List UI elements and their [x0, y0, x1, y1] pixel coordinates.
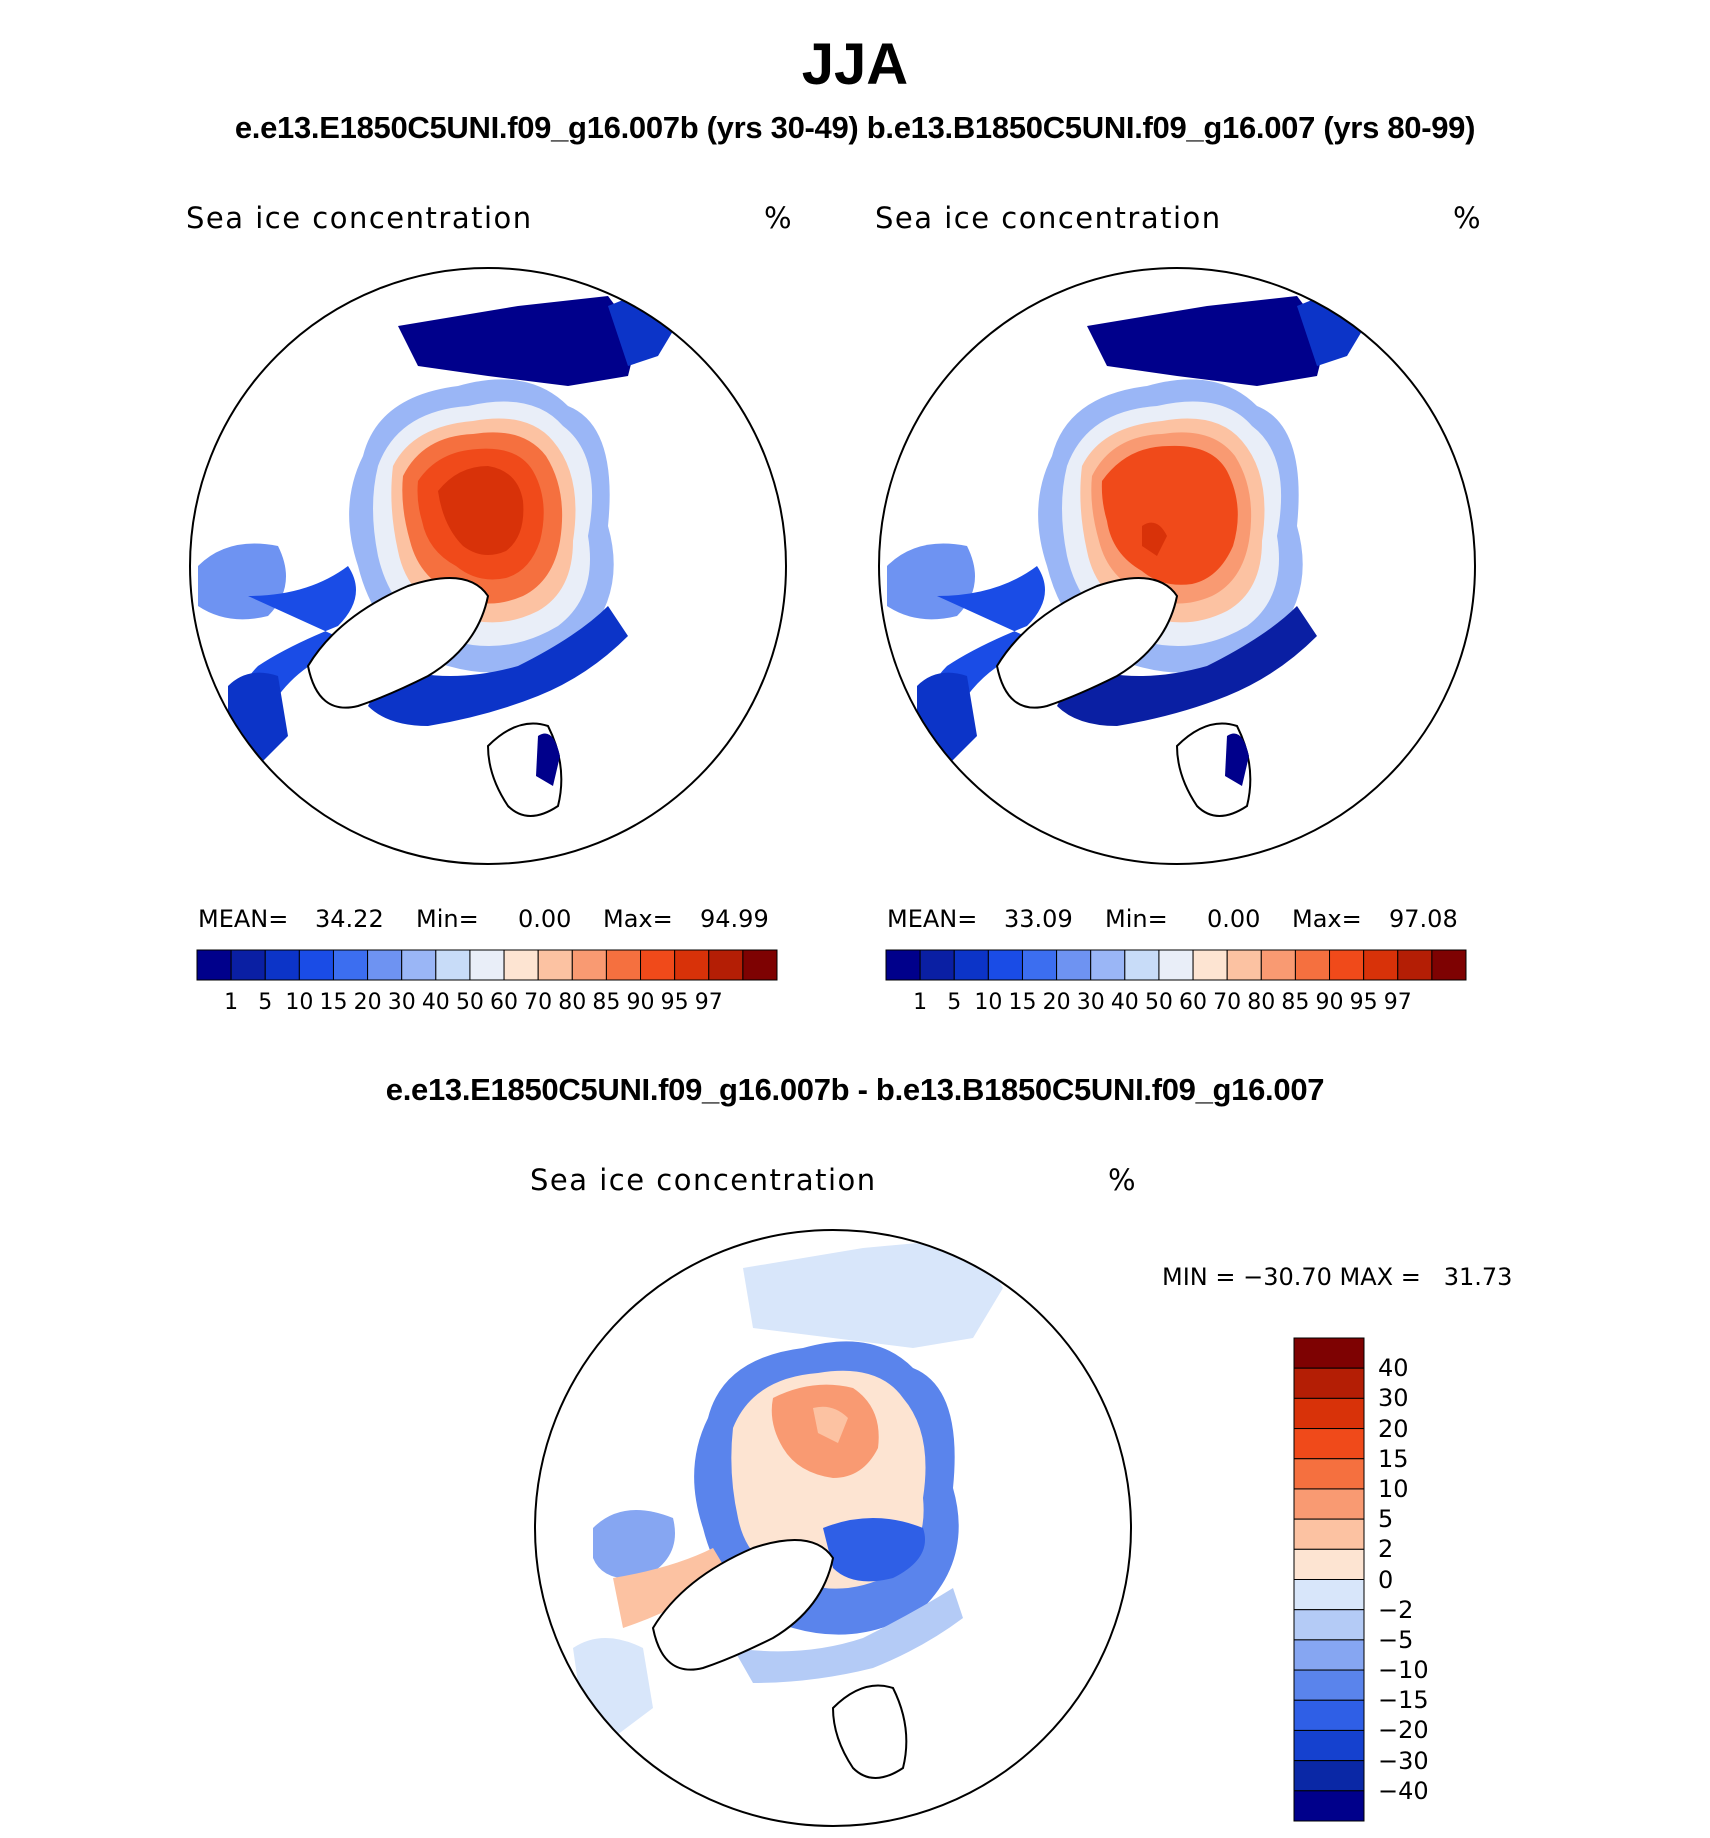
panel2-mean-label: MEAN= — [887, 905, 978, 933]
panel3-variable-label: Sea ice concentration — [530, 1163, 877, 1197]
panel3-colorbar-swatch — [1294, 1398, 1364, 1428]
panel1-colorbar-tick-label: 70 — [524, 990, 553, 1015]
panel1-colorbar-swatch — [641, 950, 675, 980]
panel1-colorbar-swatch — [675, 950, 709, 980]
panel1-max-value: 94.99 — [700, 905, 769, 933]
panel2-colorbar-tick-label: 90 — [1315, 990, 1344, 1015]
panel2-units-label: % — [1453, 201, 1483, 235]
panel2-colorbar-swatch — [1091, 950, 1125, 980]
panel1-colorbar-swatch — [504, 950, 538, 980]
panel2-colorbar-tick-label: 40 — [1110, 990, 1139, 1015]
panel2-colorbar-swatch — [954, 950, 988, 980]
panel2-polar-map — [877, 266, 1477, 866]
panel1-colorbar-swatch — [197, 950, 231, 980]
panel3-colorbar-tick-label: −5 — [1378, 1625, 1414, 1654]
panel1-colorbar-swatch — [333, 950, 367, 980]
panel3-colorbar-tick-label: −30 — [1378, 1746, 1429, 1775]
panel2-colorbar-tick-label: 70 — [1213, 990, 1242, 1015]
panel1-mean-label: MEAN= — [198, 905, 289, 933]
panel2-colorbar-tick-label: 80 — [1247, 990, 1276, 1015]
panel3-colorbar-swatch — [1294, 1580, 1364, 1610]
panel3-colorbar-swatch — [1294, 1429, 1364, 1459]
panel2-max-label: Max= — [1292, 905, 1362, 933]
panel3-units-label: % — [1108, 1163, 1138, 1197]
panel1-colorbar-tick-label: 80 — [558, 990, 587, 1015]
panel2-colorbar-swatch — [1261, 950, 1295, 980]
panel3-colorbar-swatch — [1294, 1700, 1364, 1730]
panel3-colorbar-tick-label: 2 — [1378, 1535, 1394, 1564]
panel2-colorbar-tick-label: 50 — [1144, 990, 1173, 1015]
panel2-colorbar-tick-label: 30 — [1076, 990, 1105, 1015]
panel3-colorbar-tick-label: 15 — [1378, 1444, 1409, 1473]
panel2-colorbar — [886, 950, 1466, 980]
panel3-colorbar-swatch — [1294, 1459, 1364, 1489]
panel1-colorbar-tick-label: 1 — [224, 990, 239, 1015]
panel3-colorbar-tick-label: −2 — [1378, 1595, 1414, 1624]
panel1-colorbar-tick-label: 20 — [353, 990, 382, 1015]
panel1-colorbar-swatch — [299, 950, 333, 980]
panel2-colorbar-tick-label: 1 — [913, 990, 928, 1015]
panel3-colorbar-swatch — [1294, 1670, 1364, 1700]
panel1-min-value: 0.00 — [518, 905, 572, 933]
panel2-colorbar-tick-label: 10 — [974, 990, 1003, 1015]
panel3-minmax: MIN = −30.70 MAX = 31.73 — [1162, 1263, 1513, 1291]
panel1-colorbar-swatch — [265, 950, 299, 980]
panel2-colorbar-swatch — [1227, 950, 1261, 980]
panel2-colorbar-swatch — [988, 950, 1022, 980]
panel3-colorbar-swatch — [1294, 1368, 1364, 1398]
panel1-colorbar-tick-label: 50 — [455, 990, 484, 1015]
panel2-min-label: Min= — [1105, 905, 1168, 933]
panel1-colorbar-tick-label: 85 — [592, 990, 621, 1015]
panel3-colorbar-tick-label: 10 — [1378, 1474, 1409, 1503]
panel1-colorbar — [197, 950, 777, 980]
panel2-colorbar-tick-label: 97 — [1383, 990, 1412, 1015]
panel1-colorbar-tick-label: 5 — [258, 990, 273, 1015]
panel1-colorbar-ticks — [197, 990, 777, 1020]
season-title: JJA — [801, 32, 909, 97]
panel3-colorbar-swatch — [1294, 1610, 1364, 1640]
panel3-colorbar-swatch — [1294, 1519, 1364, 1549]
panel1-min-label: Min= — [416, 905, 479, 933]
panel2-colorbar-tick-label: 20 — [1042, 990, 1071, 1015]
panel2-min-value: 0.00 — [1207, 905, 1261, 933]
panel3-colorbar-tick-label: 20 — [1378, 1414, 1409, 1443]
panel2-colorbar-swatch — [1364, 950, 1398, 980]
panel1-colorbar-tick-label: 10 — [285, 990, 314, 1015]
panel1-colorbar-swatch — [709, 950, 743, 980]
panel3-colorbar-tick-label: 5 — [1378, 1505, 1394, 1534]
panel3-colorbar-swatch — [1294, 1489, 1364, 1519]
panel1-colorbar-tick-label: 15 — [319, 990, 348, 1015]
panel1-colorbar-swatch — [470, 950, 504, 980]
panel2-colorbar-swatch — [1022, 950, 1056, 980]
panel2-colorbar-tick-label: 5 — [947, 990, 962, 1015]
panel1-colorbar-swatch — [606, 950, 640, 980]
panel1-colorbar-tick-label: 97 — [694, 990, 723, 1015]
panel3-polar-map — [533, 1228, 1133, 1828]
panel2-mean-value: 33.09 — [1004, 905, 1073, 933]
panel2-colorbar-swatch — [1295, 950, 1329, 980]
panel2-max-value: 97.08 — [1389, 905, 1458, 933]
panel3-colorbar-swatch — [1294, 1730, 1364, 1760]
panel1-mean-value: 34.22 — [315, 905, 384, 933]
panel1-colorbar-tick-label: 40 — [421, 990, 450, 1015]
panel2-colorbar-ticks — [886, 990, 1466, 1020]
panel2-colorbar-tick-label: 85 — [1281, 990, 1310, 1015]
panel2-colorbar-swatch — [1432, 950, 1466, 980]
panel3-colorbar-tick-label: 0 — [1378, 1565, 1394, 1594]
panel3-colorbar-tick-label: −15 — [1378, 1686, 1429, 1715]
panel2-colorbar-swatch — [1193, 950, 1227, 980]
panel1-colorbar-swatch — [436, 950, 470, 980]
panel1-colorbar-tick-label: 90 — [626, 990, 655, 1015]
panel3-colorbar-tick-label: −40 — [1378, 1776, 1429, 1805]
panel2-colorbar-swatch — [1125, 950, 1159, 980]
panel1-colorbar-swatch — [572, 950, 606, 980]
panel2-colorbar-tick-label: 15 — [1008, 990, 1037, 1015]
panel1-colorbar-tick-label: 95 — [660, 990, 689, 1015]
panel3-colorbar-tick-label: −20 — [1378, 1716, 1429, 1745]
panel1-colorbar-tick-label: 60 — [490, 990, 519, 1015]
panel3-colorbar-swatch — [1294, 1791, 1364, 1821]
panel1-colorbar-swatch — [538, 950, 572, 980]
panel3-colorbar-tick-label: 40 — [1378, 1354, 1409, 1383]
panel2-colorbar-swatch — [1398, 950, 1432, 980]
panel2-colorbar-tick-label: 60 — [1179, 990, 1208, 1015]
panel1-colorbar-tick-label: 30 — [387, 990, 416, 1015]
panel3-colorbar-tick-label: −10 — [1378, 1656, 1429, 1685]
panel2-variable-label: Sea ice concentration — [875, 201, 1222, 235]
panel2-colorbar-swatch — [1159, 950, 1193, 980]
panel1-max-label: Max= — [603, 905, 673, 933]
panel1-variable-label: Sea ice concentration — [186, 201, 533, 235]
panel3-colorbar-swatch — [1294, 1549, 1364, 1579]
panel2-colorbar-swatch — [1330, 950, 1364, 980]
difference-title: e.e13.E1850C5UNI.f09_g16.007b - b.e13.B1850C5UNI.f09_g16.007 — [385, 1072, 1325, 1107]
panel1-polar-map — [188, 266, 788, 866]
panel2-colorbar-tick-label: 95 — [1349, 990, 1378, 1015]
panel2-colorbar-swatch — [920, 950, 954, 980]
panel1-units-label: % — [764, 201, 794, 235]
panel2-colorbar-swatch — [1057, 950, 1091, 980]
panel1-colorbar-swatch — [402, 950, 436, 980]
panel3-colorbar-swatch — [1294, 1338, 1364, 1368]
panel3-colorbar — [1294, 1338, 1364, 1821]
panel1-colorbar-swatch — [743, 950, 777, 980]
panel3-colorbar-tick-label: 30 — [1378, 1384, 1409, 1413]
panel3-colorbar-swatch — [1294, 1761, 1364, 1791]
comparison-title: e.e13.E1850C5UNI.f09_g16.007b (yrs 30-49) b.e13.B1850C5UNI.f09_g16.007 (yrs 80-99) — [234, 110, 1476, 145]
panel3-colorbar-swatch — [1294, 1640, 1364, 1670]
panel3-colorbar-ticks — [1378, 1338, 1478, 1821]
panel2-colorbar-swatch — [886, 950, 920, 980]
panel1-colorbar-swatch — [368, 950, 402, 980]
panel1-colorbar-swatch — [231, 950, 265, 980]
